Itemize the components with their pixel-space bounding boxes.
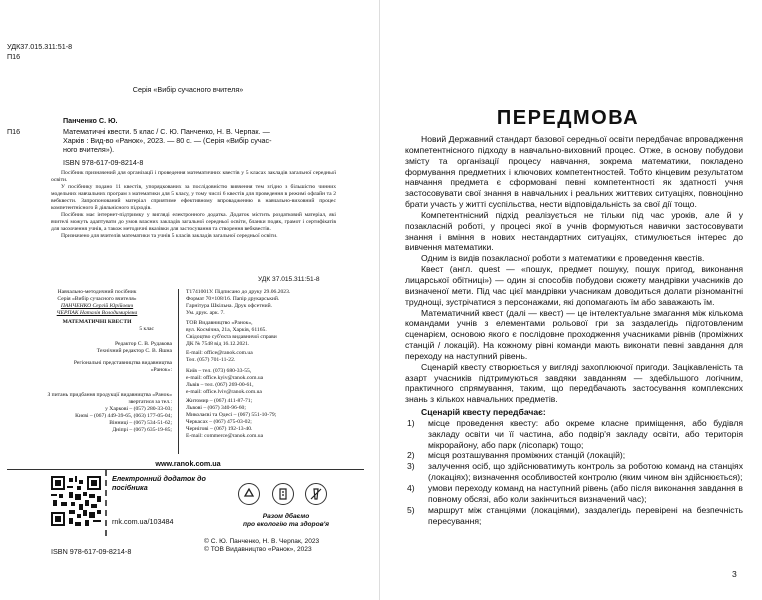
preface-body [405, 134, 743, 526]
contact-line: Львові – (067) 340-96-60; [186, 405, 246, 411]
paragraph: Квест (англ. quest — «пошук, предмет пошуку, пошук пригод, виконання лицарської обітниці») — один зі способів побудови сюжету мандрівки учасників до визначеної мети. Під час цієї мандрівки учасникам доводиться долати різноманітні труднощі, зустрічатися з персонажами, які допомагають їм або заважають їм. [405, 264, 743, 307]
eco-line: Разом дбаємо [262, 513, 310, 520]
author-name: ПАНЧЕНКО Сергій Юрійович [60, 303, 134, 309]
list-item [405, 418, 743, 451]
annotation-paragraph: Посібник має інтернет-підтримку у вигляді електронного додатка. Додаток містить роздатковий матеріал, які вчителі можуть адаптувати до умов власних закладів загальної середньої освіти, бланки подяк, грамот і сертифікатів для заохочення учнів, а також методичні вказівки для застосування та створення вебквестів. [51, 212, 336, 232]
eco-line: про екологію та здоров'я [242, 521, 330, 529]
annotation-paragraph: Призначено для вчителів математики та учнів 5 класів закладів загальної середньої освіти. [61, 233, 278, 239]
publisher-line: Свідоцтво суб'єкта видавничої справи [186, 334, 277, 340]
list-text: маршрут між станціями (локаціями), заздалегідь перевірені на безпечність пересування; [428, 504, 743, 526]
publisher-line: вул. Космічна, 21а, Харків, 61165. [186, 327, 267, 333]
paragraph: Компетентнісний підхід реалізується не тільки під час уроків, але й у позакласній роботі, у процесі якої в учнів формуються навички застосовувати знання і вміння в нових нестандартних ситуаціях, стимулюється інтерес до вивчення математики. [405, 209, 743, 253]
bbk-left: П16 [7, 127, 21, 136]
contact-line: Львів – тел. (067) 269-00-61, [186, 382, 254, 388]
list-item [405, 505, 743, 527]
page-title: ПЕРЕДМОВА [496, 107, 640, 129]
order-heading: З питань придбання продукції видавництва «Ранок» звертатися за тел.: [47, 392, 172, 405]
copyright-line: © С. Ю. Панченко, Н. В. Черпак, 2023 [204, 538, 320, 545]
order-line: у Харкові – (057) 280-33-03; [105, 406, 172, 412]
contact-line: e-mail: office.lviv@ranok.com.ua [186, 389, 262, 395]
regional-heading: Регіональні представництва видавництва «Ранок»: [73, 360, 172, 373]
list-text: місця розташування проміжних станцій (локацій); [428, 450, 626, 461]
list-number: 5) [407, 504, 415, 515]
contact-line: Житомир – (067) 411-87-71; [186, 398, 253, 404]
list-number: 4) [407, 483, 415, 493]
scenario-list [405, 418, 743, 526]
paragraph: Одним із видів позакласної роботи з математики є проведення квестів. [421, 253, 705, 264]
annotation-paragraph: Посібник призначений для організації і проведення математичних квестів у 5 класах закладів загальної середньої освіти. [51, 170, 336, 183]
editor-line: Редактор С. В. Рудакова [114, 341, 172, 347]
copyright-line: © ТОВ Видавництво «Ранок», 2023 [204, 546, 312, 554]
no-plastic-icon [305, 483, 327, 505]
page-gutter [379, 0, 380, 600]
copyright [204, 538, 319, 555]
list-text: місце проведення квесту: або окреме класне приміщення, або будівля закладу освіти чи її частина, або подвір'я закладу освіти, або територія мікрорайону, або парк (лісопарк) тощо; [428, 417, 743, 450]
eco-slogan [236, 513, 336, 530]
page-number: 3 [732, 569, 737, 579]
list-item [405, 483, 743, 505]
list-number: 2) [407, 450, 415, 461]
qr-code-icon [51, 476, 101, 526]
contact-line: e-mail: office.kyiv@ranok.com.ua [186, 375, 264, 381]
contact-line: Миколаєві та Одесі – (067) 551-10-79; [186, 412, 277, 418]
contact-line: E-mail: office@ranok.com.ua [186, 350, 253, 356]
print-line: Гарнітура Шкільна. Друк офсетний. [186, 303, 273, 309]
list-text: умови переходу команд на наступний рівень (або після виконання завдання в повному обсязі, або коли закінчиться визначений час); [428, 483, 743, 504]
e-supplement-link[interactable]: rnk.com.ua/103484 [112, 517, 174, 526]
preface-page [383, 0, 762, 600]
paragraph: Новий Державний стандарт базової середньої освіти передбачає впровадження компетентнісного підходу в навчально-виховний процес. Отже, в основу побудови змісту та організації процесу навчання, зокрема математики, покладено формування предметних і ключових компетентностей. Тобто кінцевим результатом навчання предмета є сформовані певні компетентності як здатності учня застосовувати свої знання в навчальних і реальних життєвих ситуаціях, повноцінно брати участь у житті суспільства, нести відповідальність за свої дії тощо. [405, 134, 743, 210]
bibliographic-entry [51, 127, 321, 154]
book-grade: 5 клас [139, 326, 154, 332]
udk-code: УДК37.015.311:51-8 [7, 42, 73, 51]
annotation-paragraph: У посібнику подано 11 квестів, упорядкованих за послідовністю вивчення тем згідно з більшістю чинних модельних навчальних програм з математики для 5 класу, у тому числі 6 квестів для проведення в режимі офлайн та 2 вебквести. Запропонований матеріал сприятиме ефективному впровадженню в навчально-виховний процес компетентнісного й діяльнісного підходів. [51, 184, 336, 211]
print-line: Формат 70×108/16. Папір друкарський. [186, 296, 280, 302]
e-supplement-label: Електронний додаток до посібника [112, 474, 206, 492]
imprint-right [186, 289, 356, 440]
contact-line: Тел. (057) 701-11-22. [186, 357, 236, 363]
order-line: Вінниці – (067) 534-51-62; [109, 420, 172, 426]
print-line: Ум. друк. арк. 7. [186, 310, 225, 316]
eco-paper-icon [272, 483, 294, 505]
list-item [405, 450, 743, 461]
author-heading: Панченко С. Ю. [63, 116, 118, 125]
editor-line: Технічний редактор С. В. Яшна [96, 348, 172, 354]
list-heading: Сценарій квесту передбачає: [421, 407, 546, 418]
bib-line: Математичні квести. 5 клас / С. Ю. Панченко, Н. В. Черпак. — [63, 127, 270, 136]
imprint-page [0, 0, 376, 600]
order-line: Києві – (067) 449-39-65, (063) 177-05-04; [75, 413, 172, 419]
paragraph: Математичний квест (далі — квест) — це інтелектуальне змагання між кількома командами учнів з елементами рольової гри за заздалегідь підготовленим сценарієм, основою якого є послідовне проходження учасниками рівнів (проміжних станцій / локацій). На кожному рівні команди мають виконати певні завдання для переходу на наступний рівень. [405, 307, 743, 361]
publisher-line: ТОВ Видавництво «Ранок», [186, 320, 253, 326]
contact-line: E-mail: commerce@ranok.com.ua [186, 433, 264, 439]
imprint-left [22, 289, 172, 434]
publisher-line: ДК № 7548 від 16.12.2021. [186, 341, 250, 347]
book-series: Серія «Вибір сучасного вчителя» [57, 296, 137, 302]
annotation [51, 170, 336, 240]
list-number: 3) [407, 461, 415, 472]
bbk-code: П16 [7, 52, 21, 61]
book-type: Навчально-методичний посібник [57, 289, 137, 295]
bib-line: Харків : Вид-во «Ранок», 2023. — 80 с. — (Серія «Вибір сучас- [63, 136, 272, 145]
contact-line: Черкасах – (067) 475-03-02; [186, 419, 252, 425]
paragraph: Сценарій квесту створюється у вигляді захоплюючої пригоди. Зацікавленість та азарт учасників підтримуються завдяки завданням — здебільшого логічним, практичного спрямування, таким, що передбачають застосування комплексних знань з кількох навчальних предметів. [405, 361, 743, 405]
recycle-icon [238, 483, 260, 505]
udk-bottom: УДК 37.015.311:51-8 [258, 276, 320, 283]
book-title: МАТЕМАТИЧНІ КВЕСТИ [62, 319, 132, 325]
bib-line: ного вчителя»). [63, 145, 115, 154]
order-line: Дніпрі – (067) 635-19-85; [112, 427, 172, 433]
isbn-bottom: ISBN 978-617-09-8214-8 [51, 547, 132, 556]
contact-line: Чернігові – (067) 192-13-40. [186, 426, 253, 432]
print-line: Т1741001У. Підписано до друку 29.06.2023. [186, 289, 291, 295]
contact-line: Київ – тел. (073) 680-33-55, [186, 368, 252, 374]
list-number: 1) [407, 417, 415, 428]
series-line: Серія «Вибір сучасного вчителя» [132, 85, 244, 94]
imprint-divider [178, 289, 179, 454]
author-name: ЧЕРПАК Наталія Володимирівна [56, 310, 138, 316]
list-text: залучення осіб, що здійснюватимуть контроль за роботою команд на станціях (локаціях); визначення особливостей контролю (яким чином він здійснюється); [428, 461, 743, 483]
isbn: ISBN 978-617-09-8214-8 [63, 158, 144, 167]
list-item [405, 461, 743, 483]
website: www.ranok.com.ua [155, 459, 221, 468]
